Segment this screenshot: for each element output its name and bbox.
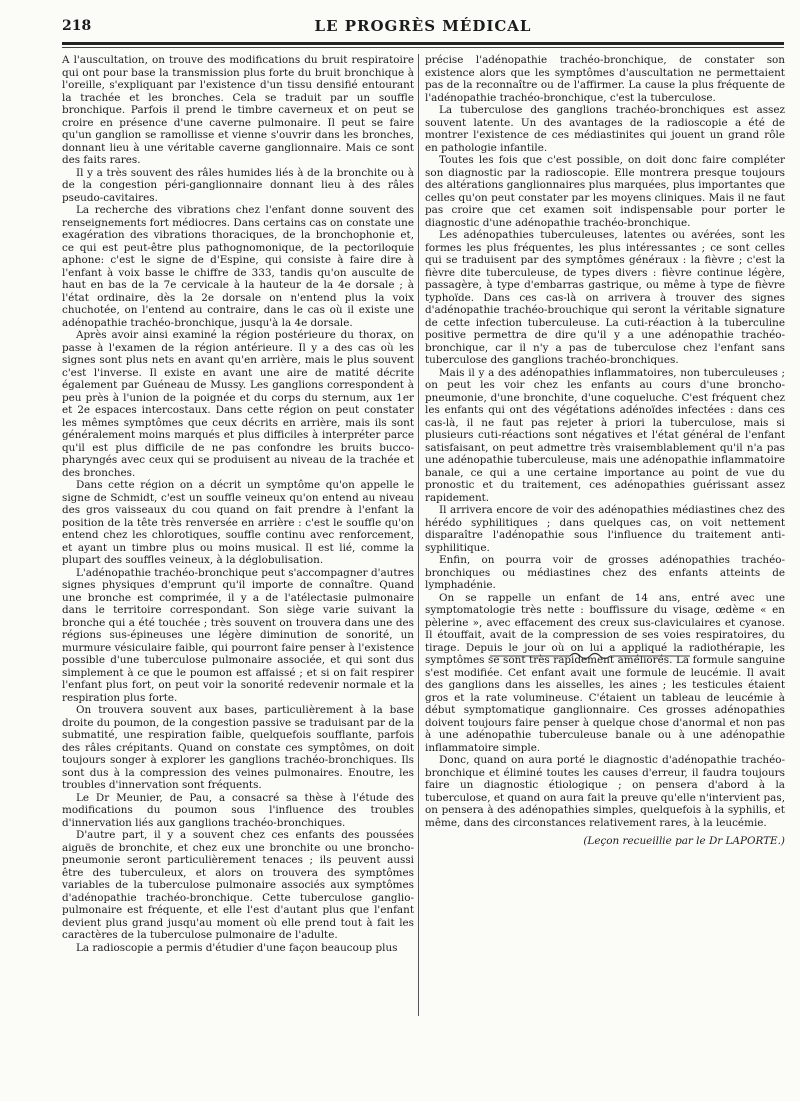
- ornament-flourish: [490, 648, 690, 664]
- paragraph: Il arrivera encore de voir des adénopathies médiastines chez des hérédo syphilitiques ; dans quelques cas, on voit nettement disparaître l'adénopathie sous l'influence du traitement anti-syphilitique.: [425, 504, 785, 554]
- page-number: 218: [62, 18, 92, 34]
- paragraph: Le Dr Meunier, de Pau, a consacré sa thèse à l'étude des modifications du poumon sous l'influence des troubles d'innervation liés aux ganglions trachéo-bronchiques.: [62, 791, 414, 829]
- paragraph: La tuberculose des ganglions trachéo-bronchiques est assez souvent latente. Un des avantages de la radioscopie a été de montrer l'existence de ces médiastinites qui jouent un grand rôle en pathologie infantile.: [425, 104, 785, 154]
- section-ornament: [490, 648, 690, 664]
- paragraph: La recherche des vibrations chez l'enfant donne souvent des renseignements fort médiocres. Dans certains cas on constate une exagération des vibrations thoraciques, de la bronchophonie et, ce qui est peut-être plus pathognomonique, de la pectoriloquie aphone: c'est le signe de d'Espine, qui consiste à faire dire à l'enfant à voix basse le chiffre de 333, tandis qu'on ausculte de haut en bas de la 7e cervicale à la hauteur de la 4e dorsale ; à l'état ordinaire, dès la 2e dorsale on n'entend plus la voix chuchotée, on l'entend au contraire, dans le cas où il existe une adénopathie trachéo-bronchique, jusqu'à la 4e dorsale.: [62, 204, 414, 329]
- paragraph: A l'auscultation, on trouve des modifications du bruit respiratoire qui ont pour base la transmission plus forte du bruit bronchique à l'oreille, s'expliquant par l'existence d'un tissu densifié entourant la trachée et les bronches. Cela se traduit par un souffle bronchique. Parfois il prend le timbre caverneux et on peut se croire en présence d'une caverne pulmonaire. Il peut se faire qu'un ganglion se ramollisse et vienne s'ouvrir dans les bronches, donnant lieu à une véritable caverne ganglionnaire. Mais ce sont des faits rares.: [62, 54, 414, 166]
- paragraph: Il y a très souvent des râles humides liés à de la bronchite ou à de la congestion péri-ganglionnaire donnant lieu à des râles pseudo-cavitaires.: [62, 166, 414, 204]
- column-divider: [418, 54, 419, 1016]
- paragraph: précise l'adénopathie trachéo-bronchique, de constater son existence alors que les symptômes d'auscultation ne permettaient pas de la reconnaître ou de l'affirmer. La cause la plus fréquente de l'adénopathie trachéo-bronchique, c'est la tuberculose.: [425, 54, 785, 104]
- header-rule-thin: [62, 47, 784, 48]
- paragraph: Dans cette région on a décrit un symptôme qu'on appelle le signe de Schmidt, c'est un souffle veineux qu'on entend au niveau des gros vaisseaux du cou quand on fait prendre à l'enfant la position de la tête très renversée en arrière : c'est le souffle qu'on entend chez les chlorotiques, souffle continu avec renforcement, et ayant un timbre plus ou moins musical. Il est lié, comme la plupart des souffles veineux, à la déglobulisation.: [62, 479, 414, 566]
- running-title: LE PROGRÈS MÉDICAL: [314, 17, 532, 35]
- paragraph: Toutes les fois que c'est possible, on doit donc faire compléter son diagnostic par la radioscopie. Elle montrera presque toujours des altérations ganglionnaires plus marquées, plus importantes que celles qu'on peut constater par les moyens cliniques. Mais il ne faut pas croire que cet examen soit indispensable pour porter le diagnostic d'une adénopathie trachéo-bronchique.: [425, 154, 785, 229]
- paragraph: L'adénopathie trachéo-bronchique peut s'accompagner d'autres signes physiques d'emprunt qu'il importe de connaître. Quand une bronche est comprimée, il y a de l'atélectasie pulmonaire dans le territoire correspondant. Son siège varie suivant la bronche qui a été touchée ; très souvent on trouvera dans une des régions sus-épineuses une légère diminution de sonorité, un murmure vésiculaire faible, qui pourront faire penser à l'existence possible d'une tuberculose pulmonaire associée, et qui sont dus simplement à ce que le poumon est affaissé ; et si on fait respirer l'enfant plus fort, on peut voir la sonorité redevenir normale et la respiration plus forte.: [62, 566, 414, 704]
- paragraph: Donc, quand on aura porté le diagnostic d'adénopathie trachéo-bronchique et éliminé toutes les causes d'erreur, il faudra toujours faire un diagnostic étiologique ; on pensera d'abord à la tuberculose, et quand on aura fait la preuve qu'elle n'intervient pas, on pensera à des adénopathies simples, quelquefois à la syphilis, et même, dans des circonstances relativement rares, à la leucémie.: [425, 754, 785, 829]
- paragraph: La radioscopie a permis d'étudier d'une façon beaucoup plus: [76, 941, 398, 954]
- paragraph: D'autre part, il y a souvent chez ces enfants des poussées aiguës de bronchite, et chez eux une bronchite ou une broncho-pneumonie seront particulièrement tenaces ; ils peuvent aussi être des tuberculeux, et alors on trouvera des symptômes variables de la tuberculose pulmonaire associés aux symptômes d'adénopathie trachéo-bronchique. Cette tuberculose ganglio-pulmonaire est fréquente, et elle l'est d'autant plus que l'enfant devient plus grand jusqu'au moment où elle prend tout à fait les caractères de la tuberculose pulmonaire de l'adulte.: [62, 829, 414, 941]
- paragraph: Après avoir ainsi examiné la région postérieure du thorax, on passe à l'examen de la région antérieure. Il y a des cas où les signes sont plus nets en avant qu'en arrière, mais le plus souvent c'est l'inverse. Il existe en avant une aire de matité décrite également par Guéneau de Mussy. Les ganglions correspondent à peu près à l'union de la poignée et du corps du sternum, aux 1er et 2e espaces intercostaux. Dans cette région on peut constater les mêmes symptômes que ceux décrits en arrière, mais ils sont généralement moins marqués et plus difficiles à interpréter parce qu'il est plus difficile de ne pas confondre les bruits bucco-pharyngés avec ceux qui se produisent au niveau de la trachée et des bronches.: [62, 329, 414, 479]
- right-column: [425, 54, 785, 847]
- paragraph: Mais il y a des adénopathies inflammatoires, non tuberculeuses ; on peut les voir chez les enfants au cours d'une broncho-pneumonie, d'une bronchite, d'une coqueluche. C'est fréquent chez les enfants qui ont des végétations adénoïdes infectées : dans ces cas-là, il ne faut pas rejeter à priori la tuberculose, mais si plusieurs cuti-réactions sont négatives et l'état général de l'enfant satisfaisant, on peut admettre très vraisemblablement qu'il n'a pas une adénopathie tuberculeuse, mais une adénopathie inflammatoire banale, ce qui a une certaine importance au point de vue du pronostic et du traitement, ces adénopathies guérissant assez rapidement.: [425, 366, 785, 504]
- signature: (Leçon recueillie par le Dr LAPORTE.): [583, 835, 785, 847]
- paragraph: Enfin, on pourra voir de grosses adénopathies trachéo-bronchiques ou médiastines chez des enfants atteints de lymphadénie.: [425, 554, 785, 591]
- left-column: [62, 54, 414, 1054]
- page-header: [62, 14, 784, 40]
- paragraph: On se rappelle un enfant de 14 ans, entré avec une symptomatologie très nette : bouffissure du visage, œdème « en pèlerine », avec effacement des creux sus-claviculaires et cyanose. Il étouffait, avait de la compression de ses voies respiratoires, du tirage. Depuis le jour où on lui a appliqué la radiothérapie, les symptômes se sont très rapidement améliorés. La formule sanguine s'est modifiée. Cet enfant avait une formule de leucémie. Il avait des ganglions dans les aisselles, les aines ; les testicules étaient gros et la rate volumineuse. C'étaient un tableau de leucémie à début symptomatique ganglionnaire. Ces grosses adénopathies doivent toujours faire penser à quelque chose d'anormal et non pas à une adénopathie tuberculeuse banale ou à une adénopathie inflammatoire simple.: [425, 591, 785, 754]
- header-rule: [62, 42, 784, 45]
- paragraph: Les adénopathies tuberculeuses, latentes ou avérées, sont les formes les plus fréquentes, les plus intéressantes ; ce sont celles qui se traduisent par des symptômes généraux : la fièvre ; c'est la fièvre dite tuberculeuse, de types divers : fièvre continue légère, passagère, à type d'embarras gastrique, ou même à type de fièvre typhoïde. Dans ces cas-là on arrivera à trouver des signes d'adénopathie trachéo-brouchique qui seront la véritable signature de cette infection tuberculeuse. La cuti-réaction à la tuberculine positive permettra de dire qu'il y a une adénopathie trachéo-bronchique, car il n'y a pas de tuberculose chez l'enfant sans tuberculose des ganglions trachéo-bronchiques.: [425, 229, 785, 366]
- paragraph: On trouvera souvent aux bases, particulièrement à la base droite du poumon, de la congestion passive se traduisant par de la submatité, une respiration faible, quelquefois soufflante, parfois des râles crépitants. Quand on constate ces symptômes, on doit toujours songer à explorer les ganglions trachéo-bronchiques. Ils sont dus à la compression des veines pulmonaires. Enoutre, les troubles d'innervation sont fréquents.: [62, 704, 414, 791]
